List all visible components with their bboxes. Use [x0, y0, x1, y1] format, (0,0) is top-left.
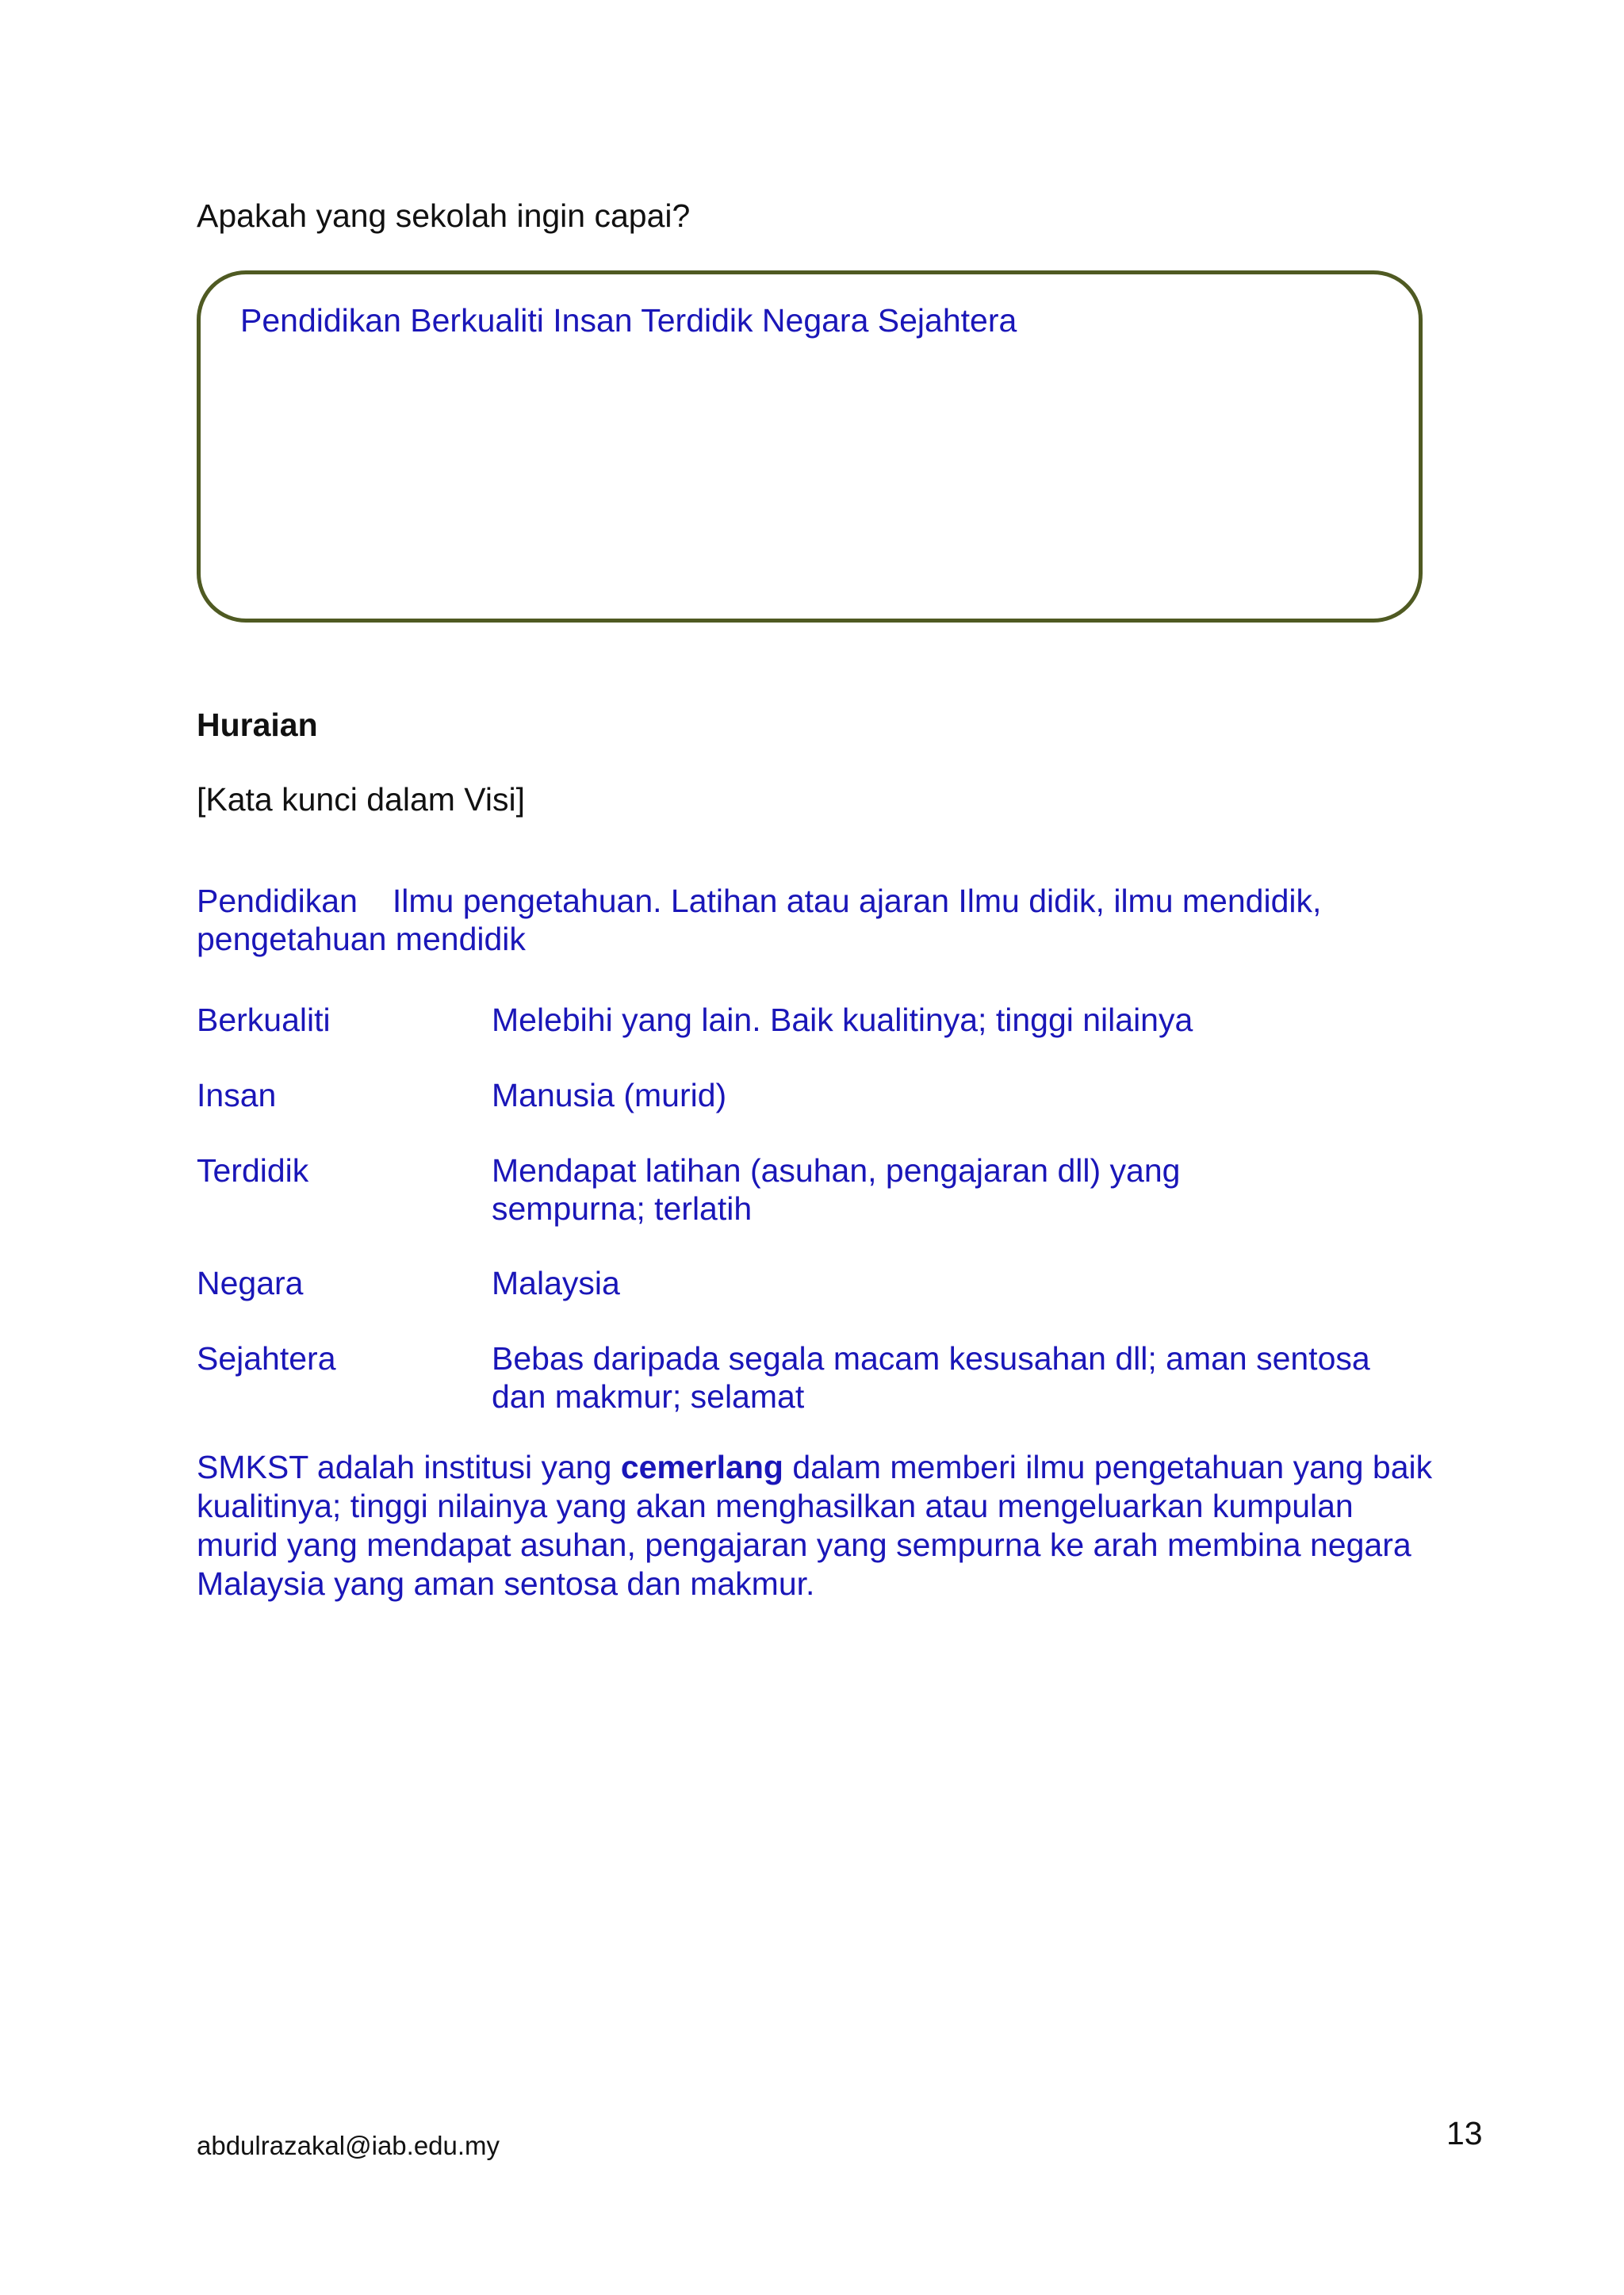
- definition-meaning-line: Mendapat latihan (asuhan, pengajaran dll) yang: [492, 1152, 1181, 1189]
- section-subtitle: [Kata kunci dalam Visi]: [197, 781, 526, 818]
- question-heading: Apakah yang sekolah ingin capai?: [197, 197, 691, 234]
- section-title: Huraian: [197, 707, 318, 743]
- definition-meaning: Manusia (murid): [492, 1077, 727, 1113]
- definition-meaning-line: sempurna; terlatih: [492, 1190, 753, 1227]
- definition-meaning-line: dan makmur; selamat: [492, 1378, 805, 1415]
- definition-meaning: Ilmu pengetahuan. Latihan atau ajaran Ilmu didik, ilmu mendidik, pengetahuan mendidik: [197, 883, 1322, 957]
- definition-term: Insan: [197, 1077, 277, 1113]
- definition-meaning-line: Bebas daripada segala macam kesusahan dll; aman sentosa: [492, 1340, 1370, 1377]
- definition-term: Sejahtera: [197, 1340, 336, 1377]
- definition-term: Negara: [197, 1265, 304, 1301]
- definition-row: [197, 1151, 1434, 1228]
- definition-meaning: Melebihi yang lain. Baik kualitinya; tinggi nilainya: [492, 1002, 1193, 1038]
- footer-email: abdulrazakal@iab.edu.my: [197, 2131, 500, 2160]
- definition-meaning: Malaysia: [492, 1265, 620, 1301]
- summary-text: dalam memberi ilmu pengetahuan yang baik kualitinya; tinggi nilainya yang akan menghasilkan atau mengeluarkan kumpulan murid yang mendapat asuhan, pengajaran yang sempurna ke arah membina negara Malaysia yang aman sentosa dan makmur.: [197, 1449, 1433, 1602]
- definition-term: Berkualiti: [197, 1002, 331, 1038]
- summary-text: SMKST adalah institusi yang: [197, 1449, 621, 1485]
- definition-meaning: [492, 1339, 1427, 1416]
- vision-statement: Pendidikan Berkualiti Insan Terdidik Negara Sejahtera: [240, 302, 1017, 339]
- definition-row: [197, 1339, 1434, 1416]
- definition-row: [197, 1264, 1434, 1304]
- vision-box: [197, 270, 1423, 623]
- summary-paragraph: [197, 1448, 1434, 1603]
- summary-emphasis: cemerlang: [620, 1449, 783, 1485]
- definition-term: Terdidik: [197, 1152, 309, 1189]
- intro-definition: [197, 882, 1418, 958]
- definition-row: [197, 1001, 1434, 1040]
- definition-term: Pendidikan: [197, 883, 358, 919]
- definition-row: [197, 1076, 1434, 1116]
- definition-meaning: [492, 1151, 1427, 1228]
- page-number: 13: [1446, 2115, 1483, 2151]
